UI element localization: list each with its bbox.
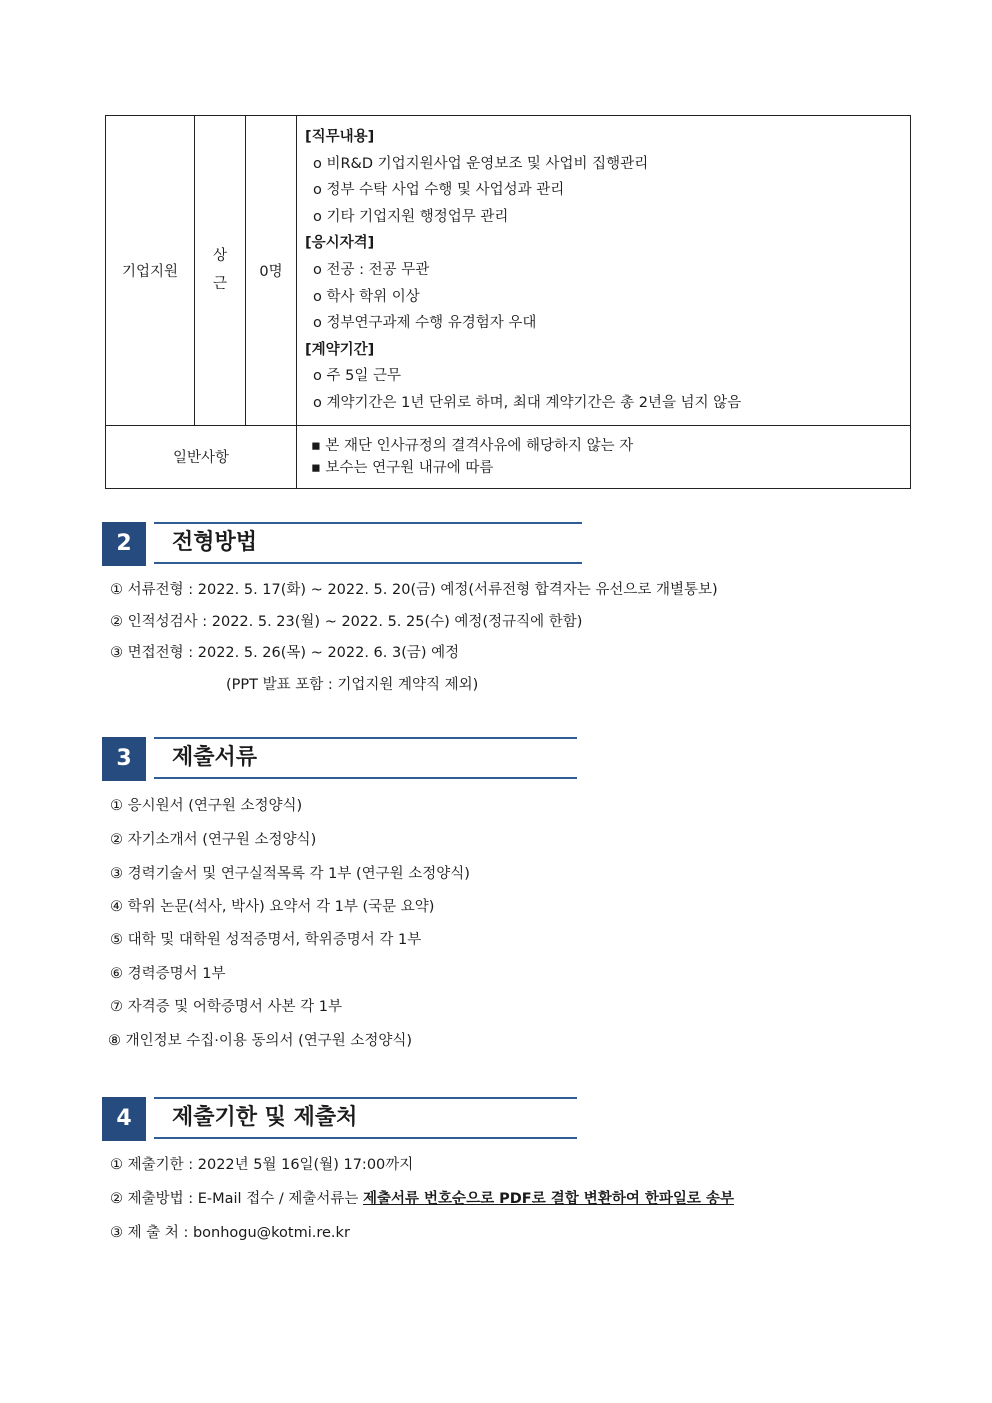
type-top: 상: [212, 248, 227, 265]
general-item: ▪ 보수는 연구원 내규에 따름: [311, 459, 494, 476]
qualification-item: o 학사 학위 이상: [313, 288, 420, 305]
general-label: 일반사항: [106, 425, 297, 488]
document-item: ② 자기소개서 (연구원 소정양식): [110, 832, 317, 848]
document-item: ⑤ 대학 및 대학원 성적증명서, 학위증명서 각 1부: [110, 932, 422, 948]
contract-item: o 주 5일 근무: [313, 368, 401, 385]
document-item: ① 응시원서 (연구원 소정양식): [110, 798, 303, 814]
category-cell: 기업지원: [106, 116, 195, 426]
duty-item: o 기타 기업지원 행정업무 관리: [313, 208, 509, 225]
submission-deadline: ① 제출기한 : 2022년 5월 16일(월) 17:00까지: [110, 1157, 414, 1173]
submission-method-text: ② 제출방법 : E-Mail 접수 / 제출서류는: [110, 1191, 363, 1207]
duty-item: o 정부 수탁 사업 수행 및 사업성과 관리: [313, 182, 565, 199]
duty-item: o 비R&D 기업지원사업 운영보조 및 사업비 집행관리: [313, 155, 649, 172]
contract-heading: [계약기간]: [305, 341, 375, 358]
selection-step: ③ 면접전형 : 2022. 5. 26(목) ~ 2022. 6. 3(금) 예정: [110, 645, 460, 661]
selection-step: ② 인적성검사 : 2022. 5. 23(월) ~ 2022. 5. 25(수) 예정(정규직에 한함): [110, 614, 583, 630]
section-number: 4: [102, 1097, 146, 1141]
general-cell: [297, 425, 911, 488]
section-number: 3: [102, 737, 146, 781]
qualification-heading: [응시자격]: [305, 235, 375, 252]
section-number: 2: [102, 522, 146, 566]
description-cell: [297, 116, 911, 426]
table-row: [106, 425, 911, 488]
count-cell: 0명: [246, 116, 297, 426]
selection-note: (PPT 발표 포함 : 기업지원 계약직 제외): [226, 677, 479, 693]
type-bottom: 근: [212, 276, 227, 293]
document-item: ④ 학위 논문(석사, 박사) 요약서 각 1부 (국문 요약): [110, 899, 435, 915]
contract-item: o 계약기간은 1년 단위로 하며, 최대 계약기간은 총 2년을 넘지 않음: [313, 394, 742, 411]
document-item: ⑦ 자격증 및 어학증명서 사본 각 1부: [110, 999, 342, 1015]
table-row: [106, 116, 911, 426]
submission-emphasis: 제출서류 번호순으로 PDF로 결합 변환하여 한파일로 송부: [362, 1191, 734, 1207]
type-cell: [195, 116, 246, 426]
section-title: 제출기한 및 제출처: [154, 1097, 577, 1139]
qualification-item: o 전공 : 전공 무관: [313, 261, 430, 278]
submission-method: [110, 1187, 734, 1208]
document-item: ⑥ 경력증명서 1부: [110, 966, 226, 982]
section-title: 제출서류: [154, 737, 577, 779]
document-item: ③ 경력기술서 및 연구실적목록 각 1부 (연구원 소정양식): [110, 866, 470, 882]
document-item: ⑧ 개인정보 수집·이용 동의서 (연구원 소정양식): [108, 1033, 413, 1049]
section-title: 전형방법: [154, 522, 582, 564]
submission-address: ③ 제 출 처 : bonhogu@kotmi.re.kr: [110, 1225, 350, 1241]
duties-heading: [직무내용]: [305, 129, 375, 145]
selection-step: ① 서류전형 : 2022. 5. 17(화) ~ 2022. 5. 20(금) 예정(서류전형 합격자는 유선으로 개별통보): [110, 582, 718, 598]
general-item: ▪ 본 재단 인사규정의 결격사유에 해당하지 않는 자: [311, 437, 634, 454]
job-table: [105, 115, 911, 489]
qualification-item: o 정부연구과제 수행 유경험자 우대: [313, 315, 537, 332]
